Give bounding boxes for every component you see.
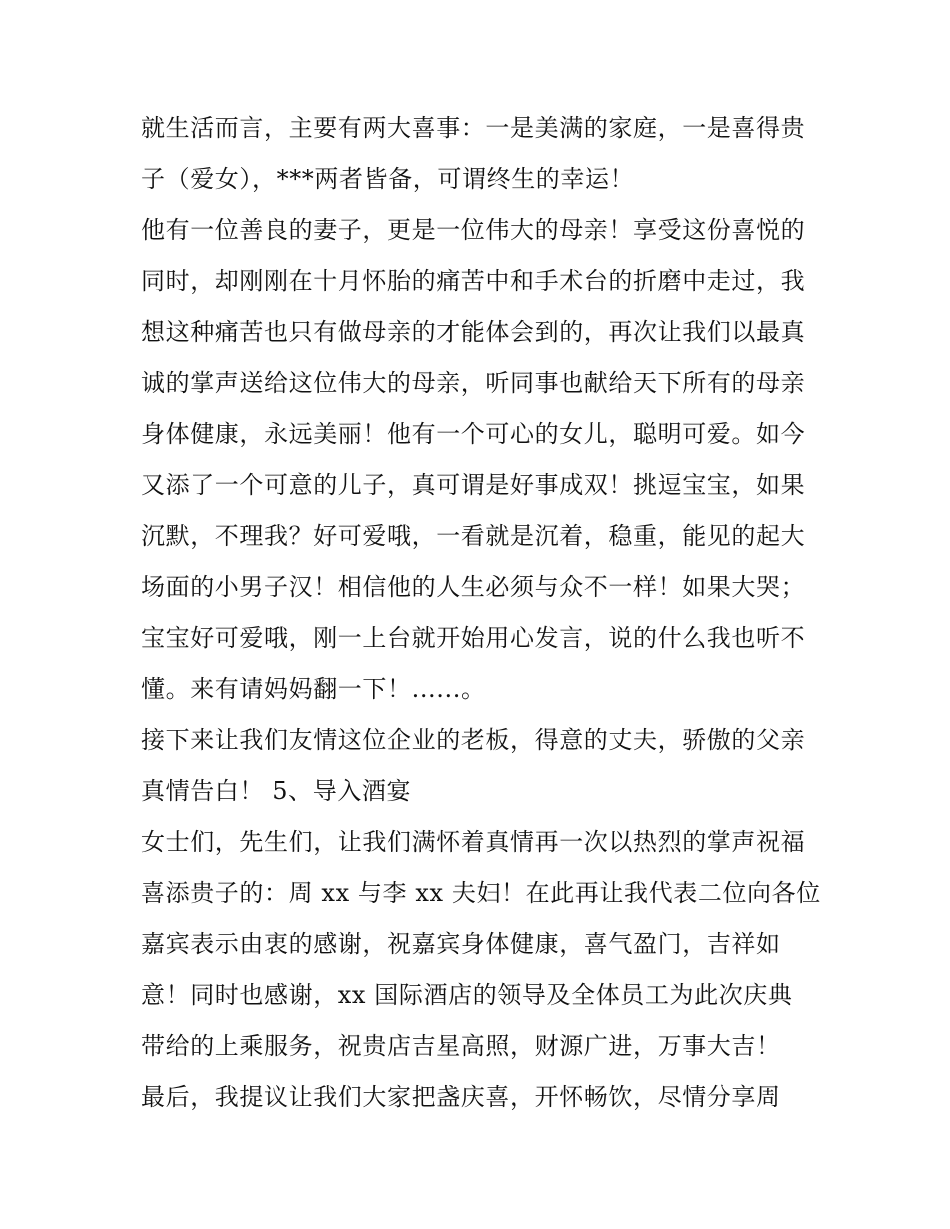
text-line: 同时，却刚刚在十月怀胎的痛苦中和手术台的折磨中走过，我 bbox=[141, 267, 806, 295]
text-line: 女士们，先生们，让我们满怀着真情再一次以热烈的掌声祝福 bbox=[141, 828, 806, 856]
text-line: 喜添贵子的：周 xx 与李 xx 夫妇！在此再让我代表二位向各位 bbox=[141, 879, 821, 907]
text-line: 沉默，不理我？好可爱哦，一看就是沉着，稳重，能见的起大 bbox=[141, 522, 806, 550]
text-line: 就生活而言，主要有两大喜事：一是美满的家庭，一是喜得贵 bbox=[141, 114, 806, 142]
text-line: 又添了一个可意的儿子，真可谓是好事成双！挑逗宝宝，如果 bbox=[141, 471, 806, 499]
text-line: 场面的小男子汉！相信他的人生必须与众不一样！如果大哭； bbox=[141, 573, 806, 601]
text-line: 诚的掌声送给这位伟大的母亲，听同事也献给天下所有的母亲 bbox=[141, 369, 806, 397]
text-line: 接下来让我们友情这位企业的老板，得意的丈夫，骄傲的父亲 bbox=[141, 726, 806, 754]
text-line: 真情告白！ 5、导入酒宴 bbox=[141, 777, 412, 805]
text-line: 带给的上乘服务，祝贵店吉星高照，财源广进，万事大吉！ bbox=[141, 1032, 781, 1060]
text-line: 他有一位善良的妻子，更是一位伟大的母亲！享受这份喜悦的 bbox=[141, 216, 806, 244]
text-line: 宝宝好可爱哦，刚一上台就开始用心发言，说的什么我也听不 bbox=[141, 624, 806, 652]
text-line: 嘉宾表示由衷的感谢，祝嘉宾身体健康，喜气盈门，吉祥如 bbox=[141, 930, 781, 958]
document-body bbox=[141, 103, 821, 1123]
text-line: 懂。来有请妈妈翻一下！......。 bbox=[141, 675, 486, 703]
text-line: 子（爱女），***两者皆备，可谓终生的幸运！ bbox=[141, 165, 635, 193]
text-line: 最后，我提议让我们大家把盏庆喜，开怀畅饮，尽情分享周 bbox=[141, 1083, 781, 1111]
text-line: 想这种痛苦也只有做母亲的才能体会到的，再次让我们以最真 bbox=[141, 318, 806, 346]
text-line: 身体健康，永远美丽！他有一个可心的女儿，聪明可爱。如今 bbox=[141, 420, 806, 448]
text-line: 意！同时也感谢，xx 国际酒店的领导及全体员工为此次庆典 bbox=[141, 981, 793, 1009]
